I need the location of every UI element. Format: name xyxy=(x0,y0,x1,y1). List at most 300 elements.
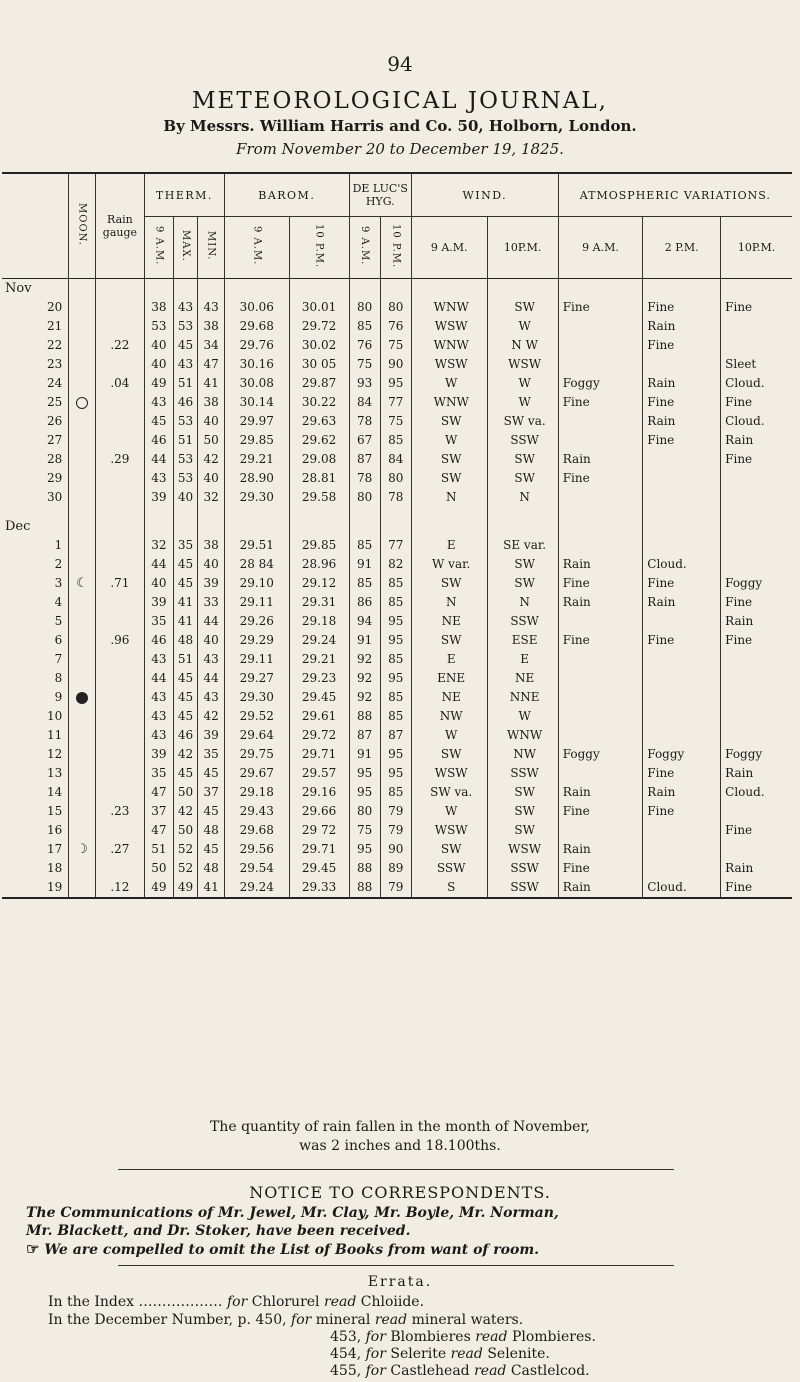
wind-10pm-cell: SW xyxy=(487,783,558,802)
moon-cell xyxy=(69,631,96,650)
wind-9am-cell: NW xyxy=(411,707,487,726)
therm-9am-cell: 47 xyxy=(144,783,173,802)
hyg-9am-cell: 92 xyxy=(349,650,380,669)
table-row xyxy=(2,802,792,821)
notice-line: The Communications of Mr. Jewel, Mr. Clay, Mr. Boyle, Mr. Norman, xyxy=(26,1205,559,1221)
therm-9am-cell: 37 xyxy=(144,802,173,821)
wind-10pm-cell: WSW xyxy=(487,355,558,374)
moon-cell xyxy=(69,764,96,783)
atmos-10pm-cell xyxy=(721,669,792,688)
wind-9am-cell: SW xyxy=(411,412,487,431)
wind-10pm-cell: W xyxy=(487,393,558,412)
day-cell: 12 xyxy=(46,747,63,761)
hyg-10pm-cell: 80 xyxy=(380,469,411,488)
day-cell: 28 xyxy=(46,452,63,466)
spacer-row xyxy=(2,507,792,517)
rain-cell xyxy=(95,593,144,612)
barom-10pm-cell: 28.96 xyxy=(289,555,349,574)
table-row xyxy=(2,764,792,783)
hyg-9am-cell: 76 xyxy=(349,336,380,355)
moon-cell xyxy=(69,431,96,450)
atmos-9am-cell: Rain xyxy=(558,450,643,469)
hyg-9am-cell: 92 xyxy=(349,688,380,707)
atmos-10pm-cell xyxy=(721,555,792,574)
hyg-10pm-cell: 82 xyxy=(380,555,411,574)
rain-cell xyxy=(95,764,144,783)
rain-cell xyxy=(95,859,144,878)
errata-item xyxy=(48,1294,788,1310)
table-row xyxy=(2,631,792,650)
therm-max-cell: 51 xyxy=(173,431,197,450)
day-cell: 4 xyxy=(54,595,63,609)
errata-read: read xyxy=(324,1294,357,1310)
barom-9am-cell: 29.18 xyxy=(225,783,290,802)
hyg-9am-header: 9 A.M. xyxy=(349,217,380,279)
hyg-9am-cell: 88 xyxy=(349,707,380,726)
atmos-2pm-cell xyxy=(643,726,721,745)
wind-9am-cell: WNW xyxy=(411,393,487,412)
table-row xyxy=(2,393,792,412)
moon-cell xyxy=(69,355,96,374)
therm-9am-cell: 46 xyxy=(144,631,173,650)
barom-9am-cell: 29.97 xyxy=(225,412,290,431)
barom-9am-cell: 29.67 xyxy=(225,764,290,783)
atmos-2pm-cell xyxy=(643,355,721,374)
atmos-10pm-cell xyxy=(721,802,792,821)
moon-cell xyxy=(69,669,96,688)
day-cell: 14 xyxy=(46,785,63,799)
table-row xyxy=(2,783,792,802)
hyg-10pm-cell: 85 xyxy=(380,650,411,669)
barom-9am-cell: 29.54 xyxy=(225,859,290,878)
barom-9am-cell: 30.08 xyxy=(225,374,290,393)
atmos-10pm-cell: Cloud. xyxy=(721,783,792,802)
atmos-9am-cell xyxy=(558,412,643,431)
therm-max-cell: 51 xyxy=(173,374,197,393)
errata-wrong: Selerite xyxy=(390,1346,447,1362)
therm-max-cell: 50 xyxy=(173,821,197,840)
wind-9am-cell: SSW xyxy=(411,859,487,878)
therm-9am-cell: 40 xyxy=(144,355,173,374)
day-cell: 22 xyxy=(46,338,63,352)
errata-read: read xyxy=(374,1312,408,1328)
barom-10pm-cell: 30.02 xyxy=(289,336,349,355)
atmos-10pm-cell: Foggy xyxy=(721,574,792,593)
day-cell: 10 xyxy=(46,709,63,723)
hyg-9am-cell: 92 xyxy=(349,669,380,688)
hyg-9am-cell: 75 xyxy=(349,355,380,374)
errata-right: Castlelcod. xyxy=(510,1363,590,1379)
rain-cell: .29 xyxy=(95,450,144,469)
hyg-10pm-cell: 85 xyxy=(380,593,411,612)
atmos-10pm-cell: Fine xyxy=(721,878,792,898)
barom-9am-cell: 28.90 xyxy=(225,469,290,488)
day-column-header xyxy=(2,173,69,279)
therm-min-cell: 45 xyxy=(198,802,225,821)
therm-9am-cell: 44 xyxy=(144,669,173,688)
errata-prefix: In the Index ……………… xyxy=(48,1294,227,1310)
errata-item xyxy=(48,1312,788,1328)
atmos-2pm-header: 2 P.M. xyxy=(643,217,721,279)
atmos-9am-cell xyxy=(558,650,643,669)
barom-9am-cell: 29.85 xyxy=(225,431,290,450)
barom-9am-header: 9 A.M. xyxy=(225,217,290,279)
rain-cell xyxy=(95,555,144,574)
therm-min-cell: 43 xyxy=(198,298,225,317)
atmos-10pm-cell: Fine xyxy=(721,298,792,317)
therm-max-cell: 41 xyxy=(173,612,197,631)
moon-cell xyxy=(69,336,96,355)
atmos-9am-cell: Rain xyxy=(558,593,643,612)
hyg-9am-cell: 85 xyxy=(349,536,380,555)
atmos-2pm-cell xyxy=(643,821,721,840)
errata-for: for xyxy=(291,1312,312,1328)
therm-min-cell: 39 xyxy=(198,726,225,745)
barom-10pm-cell: 30.01 xyxy=(289,298,349,317)
hyg-9am-cell: 67 xyxy=(349,431,380,450)
atmos-2pm-cell xyxy=(643,488,721,507)
wind-10pm-cell: SSW xyxy=(487,859,558,878)
table-row xyxy=(2,336,792,355)
table-row xyxy=(2,878,792,898)
rain-cell xyxy=(95,612,144,631)
hyg-10pm-cell: 79 xyxy=(380,802,411,821)
day-cell: 11 xyxy=(46,728,63,742)
hyg-9am-cell: 91 xyxy=(349,631,380,650)
hyg-10pm-cell: 95 xyxy=(380,669,411,688)
hyg-10pm-cell: 90 xyxy=(380,840,411,859)
atmos-10pm-cell: Cloud. xyxy=(721,412,792,431)
atmos-2pm-cell: Cloud. xyxy=(643,878,721,898)
therm-min-cell: 42 xyxy=(198,707,225,726)
wind-9am-cell: SW xyxy=(411,469,487,488)
hyg-9am-cell: 87 xyxy=(349,450,380,469)
day-cell: 5 xyxy=(54,614,63,628)
wind-10pm-cell: SW xyxy=(487,469,558,488)
therm-min-cell: 48 xyxy=(198,859,225,878)
therm-max-cell: 51 xyxy=(173,650,197,669)
therm-max-cell: 41 xyxy=(173,593,197,612)
hyg-10pm-cell: 75 xyxy=(380,336,411,355)
atmos-10pm-header: 10P.M. xyxy=(721,217,792,279)
barom-10pm-cell: 29.62 xyxy=(289,431,349,450)
moon-cell xyxy=(69,469,96,488)
atmos-9am-cell: Fine xyxy=(558,859,643,878)
atmos-2pm-cell: Fine xyxy=(643,393,721,412)
moon-cell xyxy=(69,840,96,859)
day-cell: 30 xyxy=(46,490,63,504)
table-row xyxy=(2,555,792,574)
hyg-9am-cell: 86 xyxy=(349,593,380,612)
barom-10pm-cell: 29.71 xyxy=(289,840,349,859)
day-cell: 15 xyxy=(46,804,63,818)
day-cell: 19 xyxy=(2,878,69,898)
hyg-10pm-cell: 85 xyxy=(380,688,411,707)
wind-9am-cell: E xyxy=(411,536,487,555)
table-row xyxy=(2,688,792,707)
hyg-9am-cell: 95 xyxy=(349,840,380,859)
therm-9am-cell: 43 xyxy=(144,469,173,488)
errata-right: mineral waters. xyxy=(411,1312,524,1328)
page-title: METEOROLOGICAL JOURNAL, xyxy=(192,88,608,114)
wind-9am-cell: SW xyxy=(411,574,487,593)
barom-10pm-cell: 29.57 xyxy=(289,764,349,783)
atmos-9am-cell xyxy=(558,821,643,840)
therm-9am-cell: 32 xyxy=(144,536,173,555)
moon-cell xyxy=(69,450,96,469)
barom-10pm-cell: 29.12 xyxy=(289,574,349,593)
hyg-10pm-header: 10 P.M. xyxy=(380,217,411,279)
therm-9am-cell: 47 xyxy=(144,821,173,840)
errata-title: Errata. xyxy=(367,1274,433,1290)
errata-for: for xyxy=(365,1363,386,1379)
atmos-10pm-cell: Fine xyxy=(721,593,792,612)
day-cell: 29 xyxy=(46,471,63,485)
errata-right: Selenite. xyxy=(487,1346,550,1362)
barom-10pm-cell: 28.81 xyxy=(289,469,349,488)
notice-line: Mr. Blackett, and Dr. Stoker, have been received. xyxy=(26,1223,411,1239)
moon-last-icon: ☾ xyxy=(76,576,88,591)
rain-gauge-header: Rain gauge xyxy=(95,173,144,279)
atmos-2pm-cell xyxy=(643,707,721,726)
atmos-2pm-cell: Fine xyxy=(643,431,721,450)
therm-max-cell: 42 xyxy=(173,802,197,821)
rain-cell: .04 xyxy=(95,374,144,393)
wind-10pm-cell: WNW xyxy=(487,726,558,745)
rain-cell xyxy=(95,650,144,669)
notice-body xyxy=(26,1204,776,1259)
therm-max-cell: 46 xyxy=(173,393,197,412)
barom-9am-cell: 29.26 xyxy=(225,612,290,631)
therm-9am-cell: 39 xyxy=(144,745,173,764)
table-row xyxy=(2,821,792,840)
day-cell: 25 xyxy=(46,395,63,409)
moon-cell xyxy=(69,298,96,317)
barom-9am-cell: 29.27 xyxy=(225,669,290,688)
moon-cell xyxy=(69,612,96,631)
atmos-10pm-cell xyxy=(721,840,792,859)
rain-cell xyxy=(95,745,144,764)
day-cell: 24 xyxy=(46,376,63,390)
wind-9am-cell: W xyxy=(411,726,487,745)
barom-10pm-cell: 29.23 xyxy=(289,669,349,688)
hyg-9am-cell: 78 xyxy=(349,469,380,488)
therm-min-cell: 37 xyxy=(198,783,225,802)
barom-10pm-cell: 29.31 xyxy=(289,593,349,612)
atmos-2pm-cell: Fine xyxy=(643,764,721,783)
therm-min-cell: 50 xyxy=(198,431,225,450)
barom-10pm-cell: 29.33 xyxy=(289,878,349,898)
barom-10pm-cell: 29.61 xyxy=(289,707,349,726)
barom-10pm-cell: 29.24 xyxy=(289,631,349,650)
wind-10pm-cell: W xyxy=(487,707,558,726)
therm-max-cell: 46 xyxy=(173,726,197,745)
moon-cell xyxy=(69,821,96,840)
wind-10pm-cell: SW xyxy=(487,574,558,593)
atmos-10pm-cell: Foggy xyxy=(721,745,792,764)
atmos-10pm-cell: Fine xyxy=(721,631,792,650)
wind-9am-cell: WSW xyxy=(411,821,487,840)
barom-10pm-cell: 29.08 xyxy=(289,450,349,469)
barom-10pm-cell: 30.22 xyxy=(289,393,349,412)
atmos-2pm-cell xyxy=(643,612,721,631)
moon-first-icon: ☽ xyxy=(76,842,88,857)
barom-9am-cell: 29.24 xyxy=(225,878,290,898)
wind-10pm-cell: NW xyxy=(487,745,558,764)
barom-10pm-cell: 29.66 xyxy=(289,802,349,821)
day-cell: 27 xyxy=(46,433,63,447)
rain-cell: .12 xyxy=(95,878,144,898)
hyg-10pm-cell: 84 xyxy=(380,450,411,469)
wind-9am-cell: W xyxy=(411,431,487,450)
atmos-9am-cell: Foggy xyxy=(558,374,643,393)
day-cell: 13 xyxy=(46,766,63,780)
atmos-9am-cell xyxy=(558,488,643,507)
barom-10pm-cell: 29.71 xyxy=(289,745,349,764)
table-row xyxy=(2,574,792,593)
date-range: From November 20 to December 19, 1825. xyxy=(236,140,564,158)
rain-cell xyxy=(95,726,144,745)
wind-10pm-cell: NE xyxy=(487,669,558,688)
hyg-10pm-cell: 85 xyxy=(380,431,411,450)
wind-header: WIND. xyxy=(411,173,558,217)
wind-10pm-cell: SE var. xyxy=(487,536,558,555)
errata-right: Chloiide. xyxy=(360,1294,425,1310)
wind-9am-cell: N xyxy=(411,593,487,612)
moon-cell xyxy=(69,859,96,878)
therm-9am-cell: 43 xyxy=(144,707,173,726)
wind-9am-cell: S xyxy=(411,878,487,898)
barom-9am-cell: 29.21 xyxy=(225,450,290,469)
hyg-9am-cell: 80 xyxy=(349,802,380,821)
moon-cell xyxy=(69,726,96,745)
rain-cell xyxy=(95,536,144,555)
moon-cell xyxy=(69,688,96,707)
errata-for: for xyxy=(365,1329,386,1345)
therm-max-cell: 45 xyxy=(173,764,197,783)
therm-max-cell: 45 xyxy=(173,336,197,355)
atmos-10pm-cell: Fine xyxy=(721,821,792,840)
wind-10pm-cell: SW xyxy=(487,450,558,469)
therm-max-cell: 49 xyxy=(173,878,197,898)
moon-new-icon xyxy=(76,692,88,704)
barom-10pm-cell: 29.87 xyxy=(289,374,349,393)
moon-cell xyxy=(69,650,96,669)
therm-min-cell: 40 xyxy=(198,555,225,574)
moon-cell xyxy=(69,878,96,898)
barom-10pm-header: 10 P.M. xyxy=(289,217,349,279)
barom-10pm-cell: 29.45 xyxy=(289,688,349,707)
barom-9am-cell: 29.56 xyxy=(225,840,290,859)
atmos-2pm-cell xyxy=(643,650,721,669)
rain-cell xyxy=(95,821,144,840)
rain-cell xyxy=(95,469,144,488)
atmos-2pm-cell xyxy=(643,688,721,707)
therm-min-cell: 45 xyxy=(198,840,225,859)
errata-right: Plombieres. xyxy=(511,1329,596,1345)
barom-header: BAROM. xyxy=(225,173,350,217)
wind-9am-cell: WNW xyxy=(411,336,487,355)
wind-10pm-cell: SW xyxy=(487,802,558,821)
atmos-2pm-cell xyxy=(643,669,721,688)
table-row xyxy=(2,859,792,878)
atmos-10pm-cell xyxy=(721,688,792,707)
therm-9am-cell: 43 xyxy=(144,650,173,669)
barom-10pm-cell: 29.72 xyxy=(289,726,349,745)
hyg-10pm-cell: 77 xyxy=(380,536,411,555)
rain-cell xyxy=(95,355,144,374)
month-row-december xyxy=(2,517,792,536)
wind-9am-cell: SW va. xyxy=(411,783,487,802)
barom-10pm-cell: 29 72 xyxy=(289,821,349,840)
day-cell: 21 xyxy=(46,319,63,333)
rain-quantity-note: The quantity of rain fallen in the month of November, was 2 inches and 18.100ths. xyxy=(210,1119,590,1154)
table-row xyxy=(2,488,792,507)
wind-10pm-cell: W xyxy=(487,374,558,393)
atmos-9am-cell: Rain xyxy=(558,783,643,802)
therm-min-header: MIN. xyxy=(198,217,225,279)
therm-min-cell: 39 xyxy=(198,574,225,593)
therm-9am-cell: 44 xyxy=(144,555,173,574)
notice-line: ☞ We are compelled to omit the List of Books from want of room. xyxy=(26,1240,540,1258)
atmos-2pm-cell: Rain xyxy=(643,783,721,802)
therm-max-cell: 42 xyxy=(173,745,197,764)
therm-max-cell: 53 xyxy=(173,450,197,469)
errata-item xyxy=(330,1329,800,1345)
month-row-november xyxy=(2,279,792,299)
hyg-10pm-cell: 95 xyxy=(380,612,411,631)
table-row xyxy=(2,840,792,859)
therm-min-cell: 35 xyxy=(198,745,225,764)
rain-cell xyxy=(95,431,144,450)
wind-9am-cell: WNW xyxy=(411,298,487,317)
rain-cell xyxy=(95,669,144,688)
errata-wrong: Chlorurel xyxy=(251,1294,320,1310)
wind-10pm-cell: SSW xyxy=(487,878,558,898)
atmos-2pm-cell: Rain xyxy=(643,412,721,431)
barom-9am-cell: 29.68 xyxy=(225,317,290,336)
atmos-2pm-cell: Cloud. xyxy=(643,555,721,574)
therm-max-cell: 50 xyxy=(173,783,197,802)
wind-9am-cell: WSW xyxy=(411,355,487,374)
therm-9am-cell: 40 xyxy=(144,336,173,355)
hyg-10pm-cell: 87 xyxy=(380,726,411,745)
errata-read: read xyxy=(474,1363,507,1379)
atmos-10pm-cell xyxy=(721,336,792,355)
wind-10pm-cell: SSW xyxy=(487,431,558,450)
wind-9am-cell: W var. xyxy=(411,555,487,574)
atmos-10pm-cell xyxy=(721,536,792,555)
therm-9am-cell: 39 xyxy=(144,488,173,507)
hyg-10pm-cell: 95 xyxy=(380,631,411,650)
rain-cell xyxy=(95,688,144,707)
day-cell: 9 xyxy=(54,690,63,704)
wind-10pm-cell: ESE xyxy=(487,631,558,650)
wind-10pm-header: 10P.M. xyxy=(487,217,558,279)
barom-9am-cell: 29.52 xyxy=(225,707,290,726)
atmos-10pm-cell xyxy=(721,488,792,507)
therm-max-header: MAX. xyxy=(173,217,197,279)
hyg-9am-cell: 87 xyxy=(349,726,380,745)
wind-10pm-cell: N xyxy=(487,488,558,507)
atmos-10pm-cell: Cloud. xyxy=(721,374,792,393)
hyg-9am-cell: 91 xyxy=(349,555,380,574)
barom-10pm-cell: 29.45 xyxy=(289,859,349,878)
barom-9am-cell: 29.68 xyxy=(225,821,290,840)
hyg-10pm-cell: 79 xyxy=(380,878,411,898)
therm-9am-cell: 49 xyxy=(144,878,173,898)
barom-10pm-cell: 29.18 xyxy=(289,612,349,631)
